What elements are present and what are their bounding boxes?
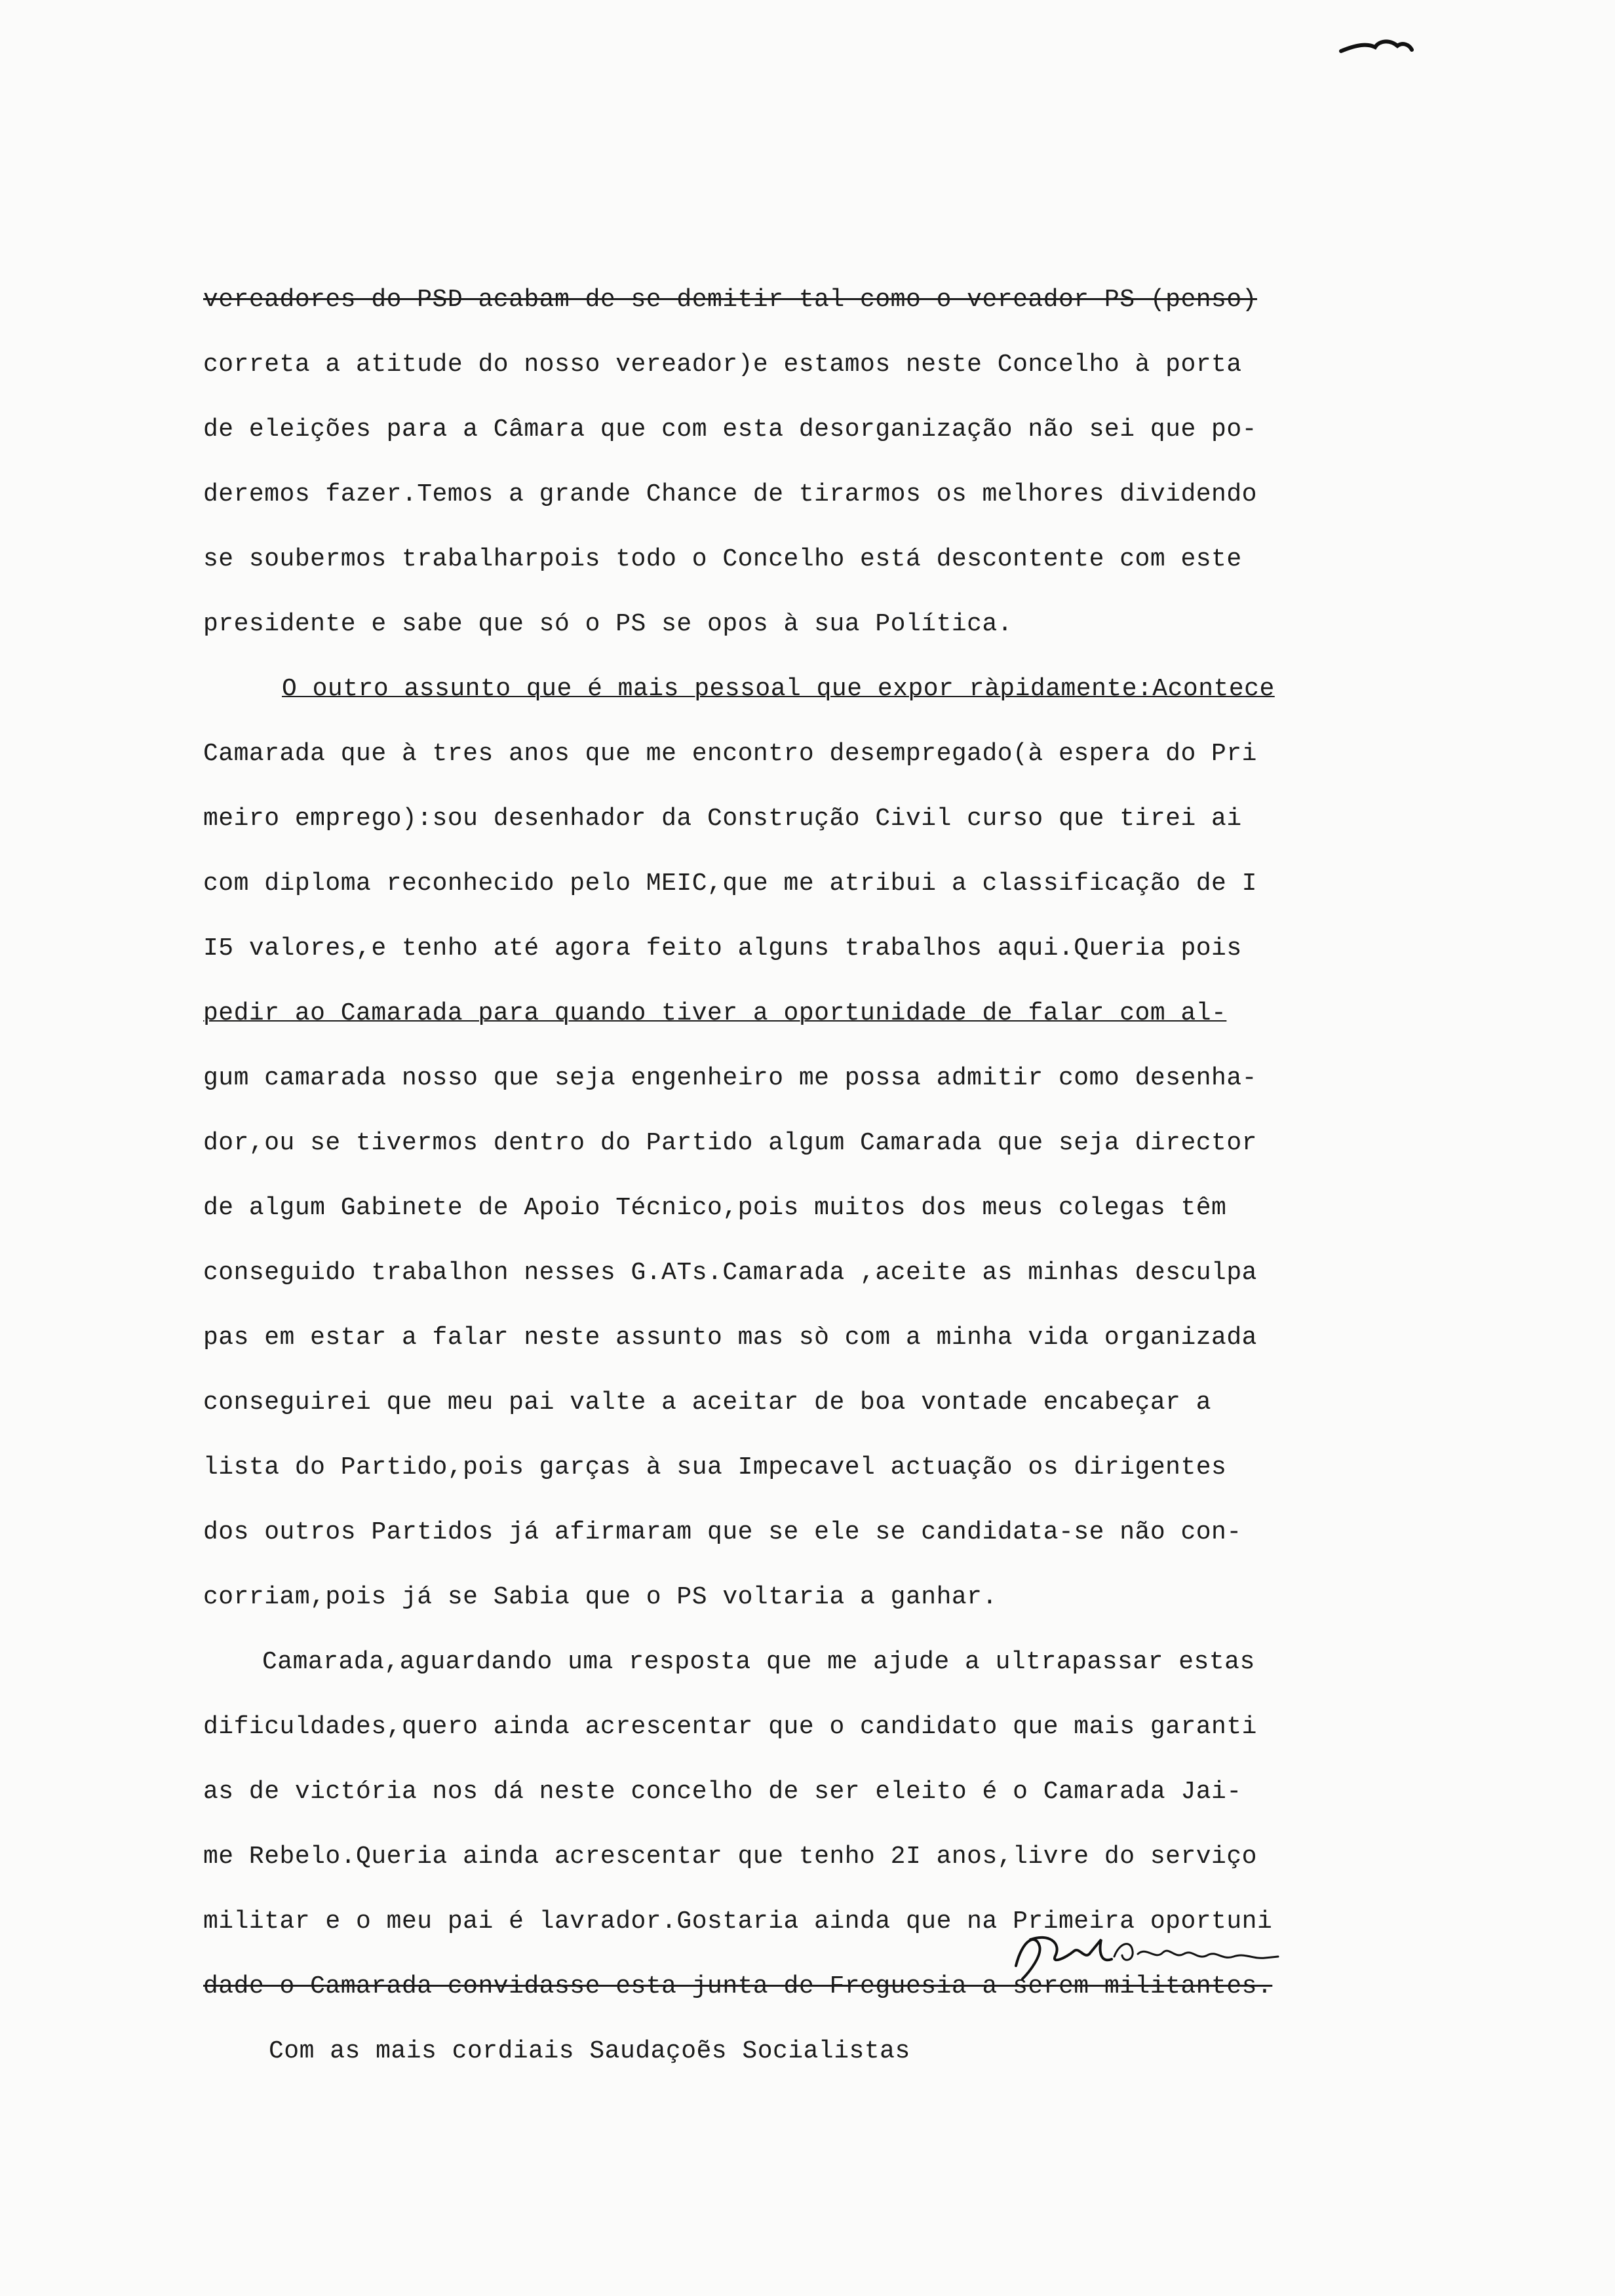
line-text: de eleições para a Câmara que com esta desorganização não sei que po- — [203, 415, 1257, 444]
line-text: deremos fazer.Temos a grande Chance de tirarmos os melhores dividendo — [203, 480, 1257, 508]
text-line — [203, 1565, 1435, 1630]
text-line — [203, 1694, 1435, 1759]
line-text: militar e o meu pai é lavrador.Gostaria ainda que na Primeira oportuni — [203, 1907, 1273, 1936]
text-line — [203, 1824, 1435, 1889]
text-line — [203, 592, 1435, 657]
text-line — [203, 657, 1435, 721]
closing-text: Com as mais cordiais Saudaçoẽs Socialistas — [269, 2037, 910, 2065]
line-text: Camarada que à tres anos que me encontro desempregado(à espera do Pri — [203, 740, 1257, 768]
text-line — [203, 1435, 1435, 1500]
text-line — [203, 786, 1435, 851]
closing-salutation — [203, 2019, 1435, 2084]
line-text: as de victória nos dá neste concelho de ser eleito é o Camarada Jai- — [203, 1778, 1242, 1806]
text-line — [203, 851, 1435, 916]
text-line — [203, 267, 1435, 332]
text-line — [203, 1305, 1435, 1370]
line-text: lista do Partido,pois garças à sua Impecavel actuação os dirigentes — [203, 1453, 1227, 1482]
line-text: O outro assunto que é mais pessoal que expor ràpidamente:Acontece — [282, 675, 1275, 703]
handwritten-signature-icon — [1003, 1920, 1291, 1992]
text-line — [203, 1759, 1435, 1824]
line-text: me Rebelo.Queria ainda acrescentar que tenho 2I anos,livre do serviço — [203, 1843, 1257, 1871]
letter-body — [203, 267, 1435, 2084]
line-text: com diploma reconhecido pelo MEIC,que me atribui a classificação de I — [203, 870, 1257, 898]
text-line — [203, 1046, 1435, 1111]
text-line — [203, 1370, 1435, 1435]
text-line — [203, 1176, 1435, 1240]
line-text: gum camarada nosso que seja engenheiro me possa admitir como desenha- — [203, 1064, 1257, 1092]
line-text: Camarada,aguardando uma resposta que me ajude a ultrapassar estas — [262, 1648, 1255, 1676]
paragraph-1 — [203, 267, 1435, 657]
line-text: dificuldades,quero ainda acrescentar que o candidato que mais garanti — [203, 1713, 1257, 1741]
line-text: presidente e sabe que só o PS se opos à sua Política. — [203, 610, 1013, 638]
line-text: I5 valores,e tenho até agora feito alguns trabalhos aqui.Queria pois — [203, 934, 1242, 963]
line-text: pas em estar a falar neste assunto mas sò com a minha vida organizada — [203, 1324, 1257, 1352]
line-text: dor,ou se tivermos dentro do Partido algum Camarada que seja director — [203, 1129, 1257, 1157]
line-text: vereadores do PSD acabam de se demitir tal como o vereador PS (penso) — [203, 286, 1257, 314]
line-text: conseguirei que meu pai valte a aceitar de boa vontade encabeçar a — [203, 1388, 1212, 1417]
line-text: meiro emprego):sou desenhador da Construção Civil curso que tirei ai — [203, 805, 1242, 833]
text-line — [203, 1500, 1435, 1565]
line-text: conseguido trabalhon nesses G.ATs.Camarada ,aceite as minhas desculpa — [203, 1259, 1257, 1287]
line-text: dos outros Partidos já afirmaram que se ele se candidata-se não con- — [203, 1518, 1242, 1546]
text-line — [203, 981, 1435, 1046]
text-line — [203, 527, 1435, 592]
text-line — [203, 1240, 1435, 1305]
line-text: corriam,pois já se Sabia que o PS voltaria a ganhar. — [203, 1583, 998, 1611]
line-text: correta a atitude do nosso vereador)e estamos neste Concelho à porta — [203, 351, 1242, 379]
text-line — [203, 1630, 1435, 1694]
text-line — [203, 397, 1435, 462]
scribble-mark-icon — [1337, 34, 1416, 60]
line-text: dade o Camarada convidasse esta junta de Freguesia a serem militantes. — [203, 1972, 1273, 2000]
text-line — [203, 332, 1435, 397]
text-line — [203, 721, 1435, 786]
line-text: de algum Gabinete de Apoio Técnico,pois muitos dos meus colegas têm — [203, 1194, 1227, 1222]
line-text: pedir ao Camarada para quando tiver a oportunidade de falar com al- — [203, 999, 1227, 1027]
text-line — [203, 462, 1435, 527]
text-line — [203, 916, 1435, 981]
paragraph-2 — [203, 657, 1435, 1630]
text-line — [203, 1111, 1435, 1176]
line-text: se soubermos trabalharpois todo o Concelho está descontente com este — [203, 545, 1242, 573]
